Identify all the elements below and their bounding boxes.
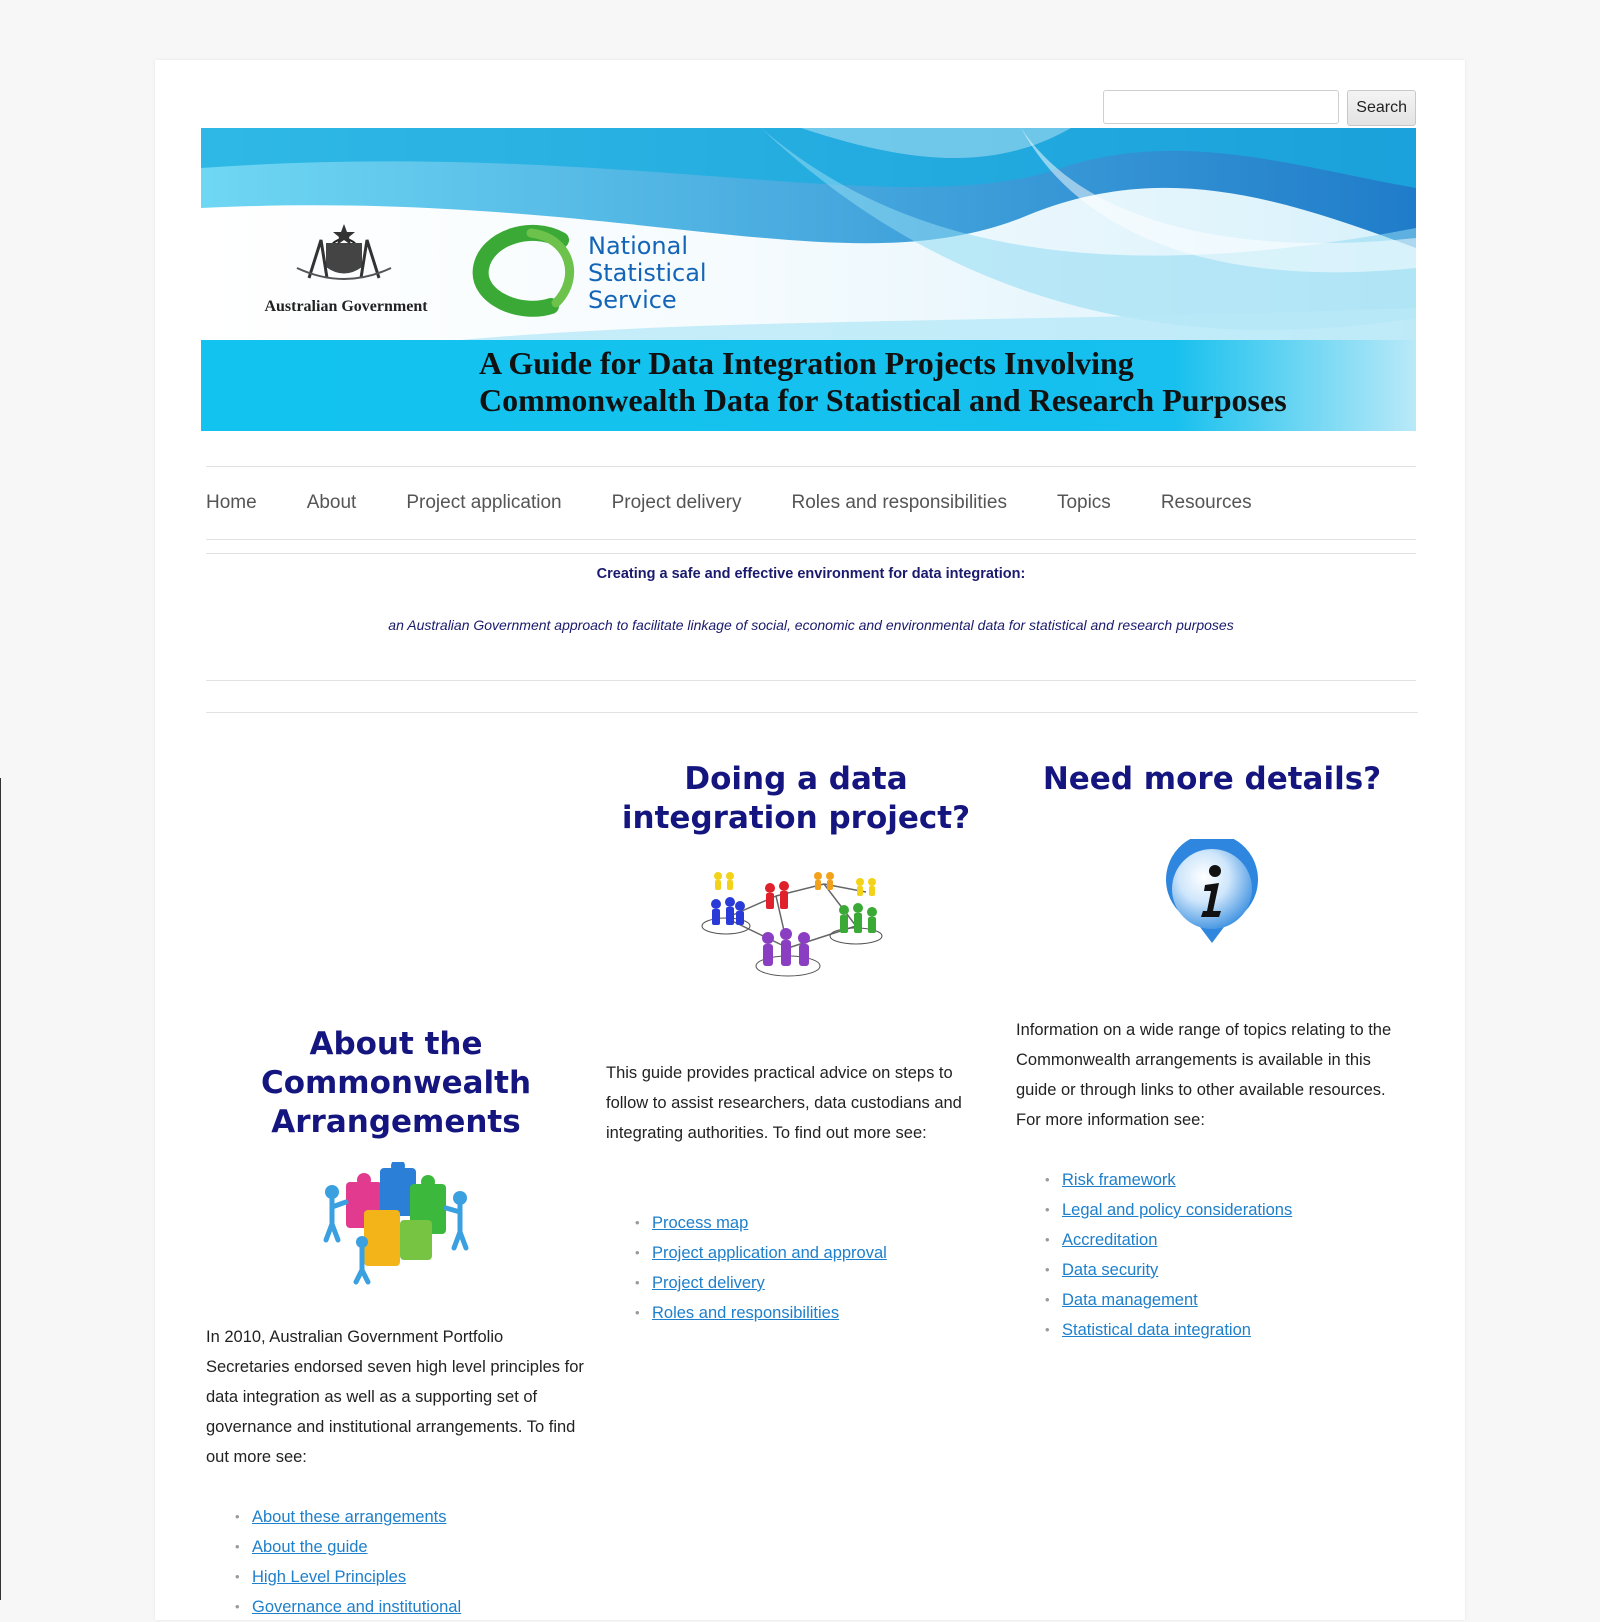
link-legal-policy[interactable]: Legal and policy considerations (1062, 1201, 1293, 1219)
nss-line1: National (588, 232, 689, 260)
list-item (1062, 1225, 1408, 1255)
column-about (206, 1025, 586, 1622)
nss-line3: Service (588, 286, 677, 314)
details-text: Information on a wide range of topics relating to the Commonwealth arrangements is available in this guide or through links to other available resources. For more information see: (1016, 1021, 1392, 1129)
section-divider (206, 712, 1418, 713)
tagline-subheading: an Australian Government approach to facilitate linkage of social, economic and environmental data for statistical and research purposes (388, 617, 1234, 633)
about-text: In 2010, Australian Government Portfolio Secretaries endorsed seven high level principles for data integration as well as a supporting set of governance and institutional arrangements. To find out more see: (206, 1328, 584, 1466)
link-statistical-data-integration[interactable]: Statistical data integration (1062, 1321, 1251, 1339)
link-project-application[interactable]: Project application and approval (652, 1244, 887, 1262)
link-risk-framework[interactable]: Risk framework (1062, 1171, 1176, 1189)
list-item (252, 1562, 586, 1592)
nav-item-resources[interactable]: Resources (1160, 492, 1252, 513)
list-item (1062, 1315, 1408, 1345)
list-item (1062, 1195, 1408, 1225)
nss-line2: Statistical (588, 259, 707, 287)
list-item (1062, 1285, 1408, 1315)
list-item (252, 1592, 586, 1622)
list-item (252, 1532, 586, 1562)
link-about-arrangements[interactable]: About these arrangements (252, 1508, 447, 1526)
nav-item-project-application[interactable]: Project application (406, 492, 562, 513)
details-title: Need more details? (1042, 761, 1382, 797)
window-edge (0, 778, 1, 1600)
nav-item-topics[interactable]: Topics (1056, 492, 1111, 513)
link-high-level-principles[interactable]: High Level Principles (252, 1568, 407, 1586)
banner-title-line1: A Guide for Data Integration Projects Involving (479, 345, 1134, 381)
list-item (1062, 1255, 1408, 1285)
gov-label: Australian Government (264, 298, 428, 315)
project-title-line2: integration project? (621, 800, 971, 836)
page-container (155, 60, 1465, 1620)
link-roles[interactable]: Roles and responsibilities (652, 1304, 840, 1322)
nav-item-about[interactable]: About (306, 492, 357, 513)
link-process-map[interactable]: Process map (652, 1214, 749, 1232)
main-navigation (206, 466, 1416, 540)
site-banner[interactable] (201, 128, 1416, 431)
list-item (652, 1268, 986, 1298)
nav-item-roles[interactable]: Roles and responsibilities (791, 492, 1007, 513)
list-item (652, 1238, 986, 1268)
tagline-block (206, 553, 1416, 681)
link-data-management[interactable]: Data management (1062, 1291, 1198, 1309)
info-pin-icon (1016, 839, 1408, 999)
tagline-heading: Creating a safe and effective environment for data integration: (596, 566, 1026, 582)
about-links (206, 1502, 586, 1622)
puzzle-team-icon (206, 1162, 586, 1286)
column-project (606, 760, 986, 1328)
project-title-line1: Doing a data (684, 761, 908, 797)
about-title (206, 1025, 586, 1142)
about-title-line2: Commonwealth (260, 1065, 532, 1101)
link-project-delivery[interactable]: Project delivery (652, 1274, 765, 1292)
nav-item-home[interactable]: Home (206, 492, 257, 513)
project-title (606, 760, 986, 838)
list-item (652, 1298, 986, 1328)
list-item (1062, 1165, 1408, 1195)
search-button[interactable]: Search (1347, 90, 1416, 126)
column-details (1016, 760, 1408, 1345)
banner-graphic (201, 128, 1416, 431)
link-data-security[interactable]: Data security (1062, 1261, 1159, 1279)
link-about-guide[interactable]: About the guide (252, 1538, 368, 1556)
list-item (652, 1208, 986, 1238)
project-links (606, 1208, 986, 1328)
link-governance[interactable]: Governance and institutional (252, 1598, 462, 1616)
about-title-line1: About the (309, 1026, 483, 1062)
nav-item-project-delivery[interactable]: Project delivery (611, 492, 742, 513)
search-input[interactable] (1103, 90, 1339, 124)
list-item (252, 1502, 586, 1532)
about-title-line3: Arrangements (271, 1104, 521, 1140)
search-bar (1103, 90, 1416, 126)
banner-title-line2: Commonwealth Data for Statistical and Research Purposes (479, 382, 1287, 418)
link-accreditation[interactable]: Accreditation (1062, 1231, 1158, 1249)
details-links (1016, 1165, 1408, 1345)
people-network-icon (606, 866, 986, 1006)
project-text: This guide provides practical advice on steps to follow to assist researchers, data custodians and integrating authorities. To find out more see: (606, 1064, 962, 1142)
